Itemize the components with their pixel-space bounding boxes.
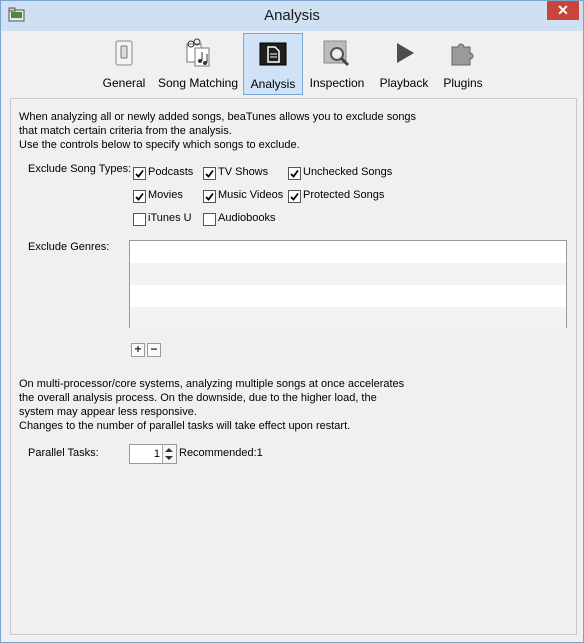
play-icon — [389, 38, 419, 68]
notes-icon — [183, 38, 213, 68]
tab-song-matching[interactable] — [155, 33, 241, 95]
spinner-up-icon[interactable] — [165, 448, 173, 452]
spinner-arrows[interactable] — [162, 445, 176, 463]
tab-label: General — [102, 76, 146, 90]
tab-label: Inspection — [309, 76, 365, 90]
remove-genre-button[interactable]: − — [147, 343, 161, 357]
recommended-text: Recommended: — [179, 447, 257, 459]
document-icon — [258, 39, 288, 69]
checkbox-box[interactable] — [203, 167, 216, 180]
preferences-toolbar — [7, 31, 577, 97]
switch-icon — [109, 38, 139, 68]
tab-plugins[interactable] — [437, 33, 489, 95]
parallel-info-line-3: system may appear less responsive. — [19, 406, 197, 418]
checkbox-label: Movies — [148, 189, 183, 201]
tab-label: Song Matching — [157, 76, 239, 90]
recommended-value: 1 — [256, 447, 263, 459]
parallel-info-line-2: the overall analysis process. On the downside, due to the higher load, the — [19, 392, 377, 404]
checkbox-box[interactable] — [288, 190, 301, 203]
tab-label: Plugins — [443, 76, 483, 90]
title-bar[interactable] — [1, 1, 583, 31]
checkbox-label: Unchecked Songs — [303, 166, 393, 178]
intro-text-line-3: Use the controls below to specify which songs to exclude. — [19, 139, 300, 151]
puzzle-icon — [448, 38, 478, 68]
checkbox-box[interactable] — [203, 213, 216, 226]
list-row[interactable] — [130, 263, 566, 285]
tab-label: Analysis — [250, 77, 296, 91]
exclude-genres-list[interactable] — [129, 240, 567, 328]
checkbox-box[interactable] — [288, 167, 301, 180]
tab-general[interactable] — [95, 33, 153, 95]
intro-text-line-2: that match certain criteria from the analysis. — [19, 125, 232, 137]
parallel-tasks-label: Parallel Tasks: — [28, 447, 99, 459]
list-row[interactable] — [130, 307, 566, 329]
analysis-panel — [10, 98, 577, 635]
checkbox-label: Protected Songs — [303, 189, 385, 201]
tab-analysis[interactable] — [243, 33, 303, 95]
tab-inspection[interactable] — [305, 33, 369, 95]
tab-playback[interactable] — [375, 33, 433, 95]
magnifier-icon — [322, 38, 352, 68]
recommended-label — [179, 446, 263, 460]
parallel-info-line-4: Changes to the number of parallel tasks will take effect upon restart. — [19, 420, 351, 432]
list-row[interactable] — [130, 241, 566, 263]
checkbox-label: Audiobooks — [218, 212, 276, 224]
checkbox-label: iTunes U — [148, 212, 192, 224]
checkbox-box[interactable] — [203, 190, 216, 203]
exclude-song-types-label: Exclude Song Types: — [28, 163, 132, 175]
checkbox-label: TV Shows — [218, 166, 269, 178]
close-button[interactable]: ✕ — [547, 1, 579, 20]
checkbox-box[interactable] — [133, 190, 146, 203]
checkbox-label: Music Videos — [218, 189, 284, 201]
add-genre-button[interactable]: + — [131, 343, 145, 357]
spinner-down-icon[interactable] — [165, 456, 173, 460]
list-row[interactable] — [130, 285, 566, 307]
exclude-genres-label: Exclude Genres: — [28, 241, 110, 253]
checkbox-box[interactable] — [133, 213, 146, 226]
tab-label: Playback — [379, 76, 429, 90]
checkbox-box[interactable] — [133, 167, 146, 180]
window-title: Analysis — [264, 7, 320, 24]
intro-text-line-1: When analyzing all or newly added songs, beaTunes allows you to exclude songs — [19, 111, 417, 123]
parallel-tasks-spinner[interactable] — [129, 444, 177, 464]
parallel-tasks-value[interactable]: 1 — [153, 448, 160, 460]
parallel-info-line-1: On multi-processor/core systems, analyzing multiple songs at once accelerates — [19, 378, 405, 390]
checkbox-label: Podcasts — [148, 166, 194, 178]
